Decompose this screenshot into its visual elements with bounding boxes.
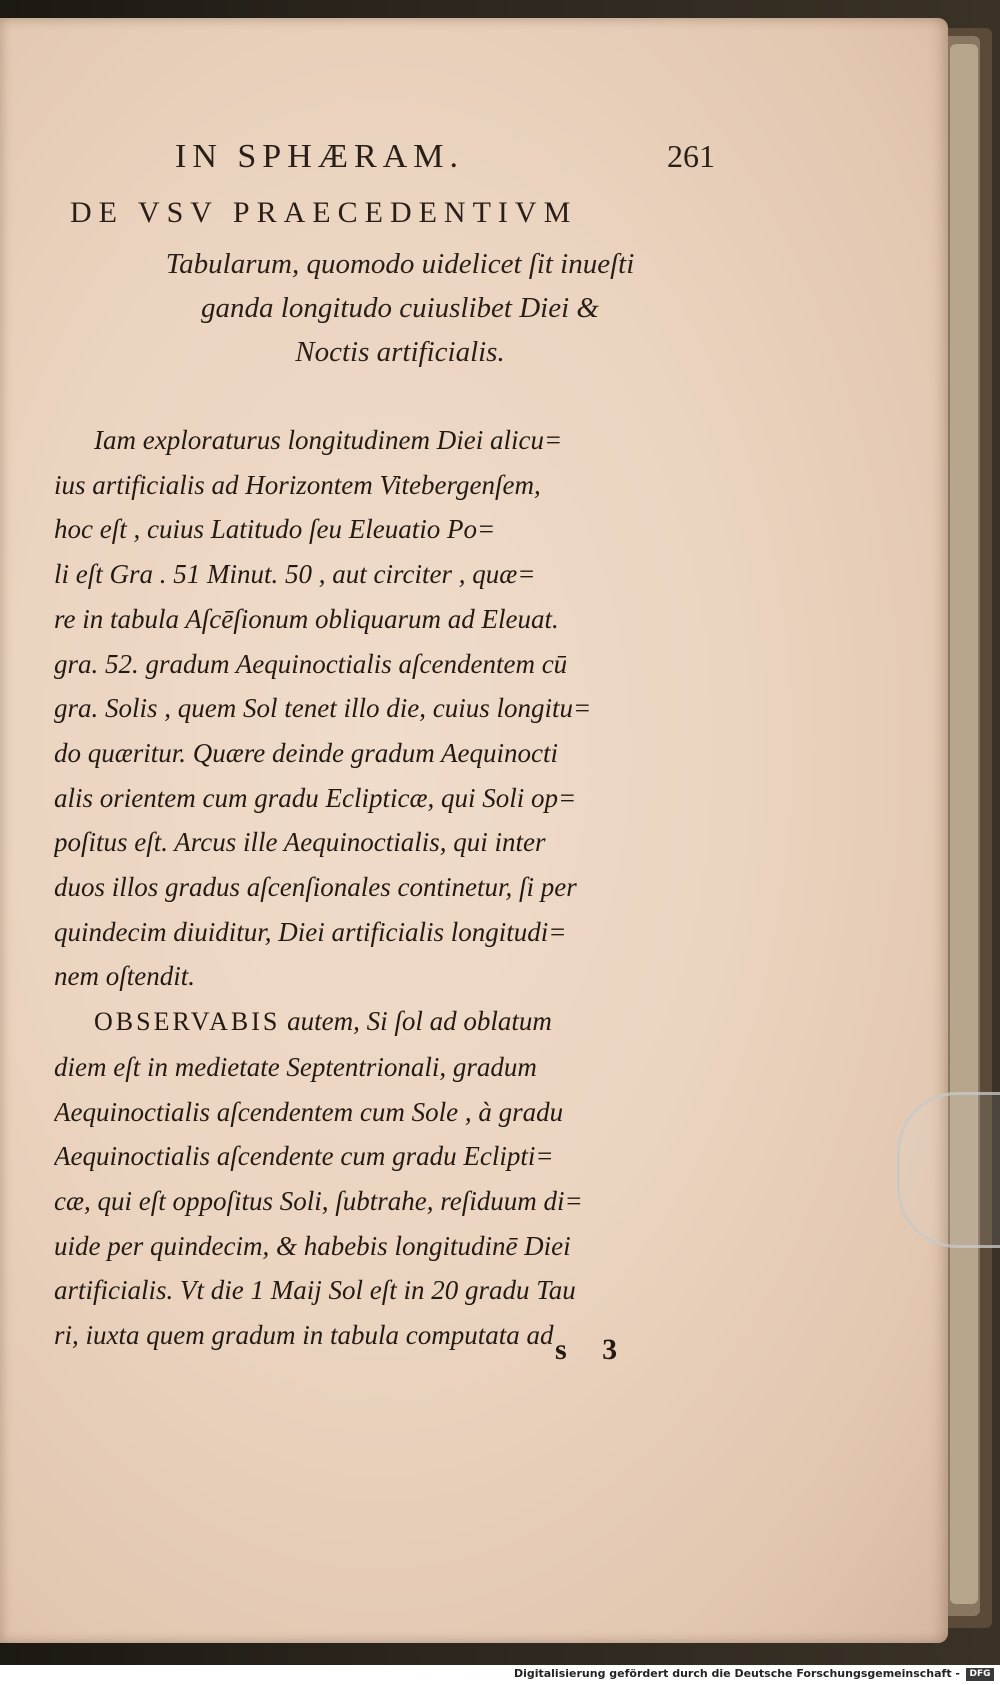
body-text — [54, 418, 714, 1358]
text-line: cæ, qui eſt oppoſitus Soli, ſubtrahe, reſiduum di= — [54, 1185, 583, 1216]
page-header — [175, 138, 715, 188]
text-line: uide per quindecim, & habebis longitudinē Diei — [54, 1230, 571, 1261]
text-line: ius artificialis ad Horizontem Vitebergenſem, — [54, 469, 541, 500]
text-line — [54, 999, 714, 1045]
signature-mark: s 3 — [555, 1333, 632, 1366]
footer-credit: Digitalisierung gefördert durch die Deutsche Forschungsgemeinschaft - — [513, 1667, 960, 1680]
text-line: Aequinoctialis aſcendentem cum Sole , à gradu — [54, 1096, 564, 1127]
subheading-line: Tabularum, quomodo uidelicet ſit inueſti — [165, 248, 635, 280]
text-line: do quæritur. Quære deinde gradum Aequinocti — [54, 737, 558, 768]
section-subheading — [90, 242, 710, 374]
text-line: diem eſt in medietate Septentrionali, gradum — [54, 1051, 537, 1082]
section-heading: DE VSV PRAECEDENTIVM — [70, 196, 578, 229]
page-clip — [897, 1092, 1000, 1248]
text-line: re in tabula Aſcēſionum obliquarum ad Eleuat. — [54, 603, 559, 634]
text-line: nem oſtendit. — [54, 961, 195, 992]
running-head: IN SPHÆRAM. — [175, 138, 464, 175]
subheading-line: Noctis artificialis. — [295, 336, 505, 368]
observabis-rest: autem, Si ſol ad oblatum — [280, 1006, 552, 1037]
subheading-line: ganda longitudo cuiuslibet Diei & — [201, 292, 599, 324]
text-line: gra. Solis , quem Sol tenet illo die, cuius longitu= — [54, 693, 592, 724]
text-line: ri, iuxta quem gradum in tabula computata ad — [54, 1320, 554, 1351]
text-line: Aequinoctialis aſcendente cum gradu Eclipti= — [54, 1141, 554, 1172]
book-edge — [950, 44, 978, 1604]
text-line: artificialis. Vt die 1 Maij Sol eſt in 20 gradu Tau — [54, 1275, 576, 1306]
text-line: hoc eſt , cuius Latitudo ſeu Eleuatio Po= — [54, 514, 496, 545]
text-line: quindecim diuiditur, Diei artificialis longitudi= — [54, 916, 567, 947]
text-line: li eſt Gra . 51 Minut. 50 , aut circiter , quæ= — [54, 559, 536, 590]
text-line: Iam exploraturus longitudinem Diei alicu= — [94, 425, 563, 455]
text-line: duos illos gradus aſcenſionales continetur, ſi per — [54, 872, 577, 903]
dfg-logo-icon: DFG — [966, 1668, 994, 1681]
text-line: gra. 52. gradum Aequinoctialis aſcendentem cū — [54, 648, 568, 679]
page-number: 261 — [667, 138, 715, 174]
observabis-word: OBSERVABIS — [94, 1007, 281, 1037]
text-line: alis orientem cum gradu Eclipticæ, qui Soli op= — [54, 782, 577, 813]
footer-bar — [0, 1665, 1000, 1685]
text-line: poſitus eſt. Arcus ille Aequinoctialis, qui inter — [54, 827, 546, 858]
